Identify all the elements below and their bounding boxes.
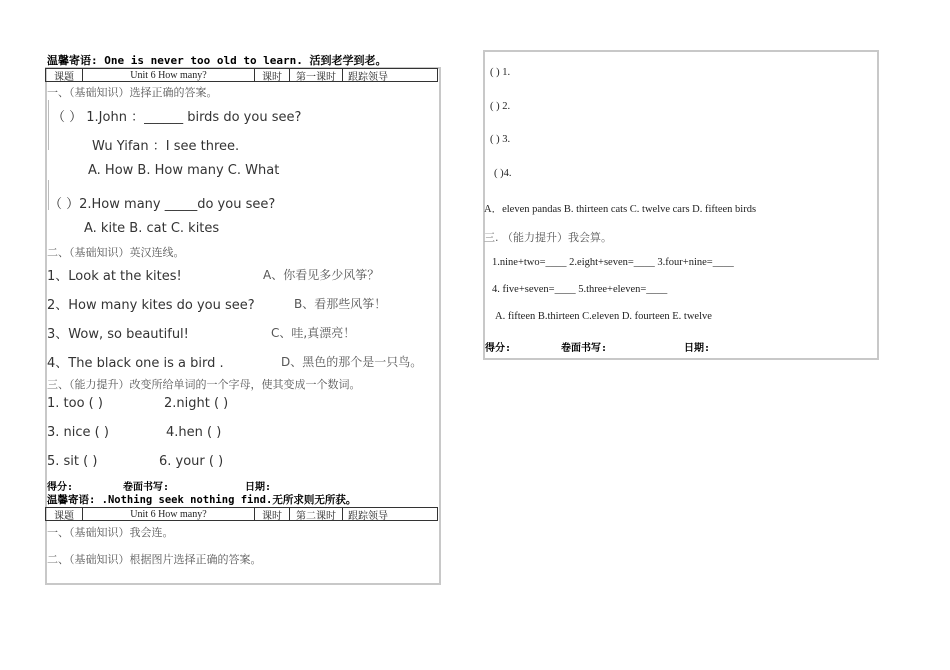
section-3-title: 三、（能力提升）改变所给单词的一个字母，使其变成一个数词。 [47, 378, 361, 391]
lesson-header-1 [45, 68, 438, 82]
footer-writing-1: 卷面书写: [123, 482, 170, 493]
footer-date-2: 日期: [684, 343, 711, 354]
calc-section-title: 三. （能力提升）我会算。 [484, 231, 612, 244]
header-cell-topic: 课题 [46, 508, 83, 520]
picture-item-4: ( )4. [494, 168, 512, 179]
picture-item-1: ( ) 1. [490, 67, 511, 78]
calc-row-2: 4. five+seven=____ 5.three+eleven=____ [492, 284, 668, 295]
word-3: 3. nice ( ) [47, 425, 109, 440]
match-cn-1: A、你看见多少风筝？ [263, 268, 380, 282]
question-1: （ ） 1.John ：______ birds do you see? [52, 110, 302, 125]
word-2: 2.night ( ) [164, 396, 229, 411]
match-cn-2: B、看那些风筝！ [294, 297, 387, 311]
calc-options: A. fifteen B.thirteen C.eleven D. fourteen E. twelve [495, 311, 712, 322]
footer-date-1: 日期: [245, 482, 272, 493]
section-5-title: 二、（基础知识）根据图片选择正确的答案。 [47, 553, 262, 566]
footer-score-2: 得分: [485, 343, 512, 354]
word-6: 6. your ( ) [159, 454, 224, 469]
word-5: 5. sit ( ) [47, 454, 98, 469]
header-cell-unit: Unit 6 How many? [83, 69, 255, 81]
header-cell-lesson: 第二课时 [290, 508, 343, 520]
match-en-3: 3、Wow, so beautiful! [47, 327, 189, 342]
header-cell-period: 课时 [255, 69, 290, 81]
footer-score-1: 得分: [47, 482, 74, 493]
section-1-title: 一、（基础知识）选择正确的答案。 [47, 86, 218, 99]
match-cn-4: D、黑色的那个是一只鸟。 [281, 355, 423, 369]
picture-item-2: ( ) 2. [490, 101, 511, 112]
header-cell-unit: Unit 6 How many? [83, 508, 255, 520]
match-en-1: 1、Look at the kites! [47, 269, 182, 284]
footer-writing-2: 卷面书写: [561, 343, 608, 354]
header-cell-topic: 课题 [46, 69, 83, 81]
question-2-options: A. kite B. cat C. kites [84, 221, 220, 236]
section-4-title: 一、（基础知识）我会连。 [47, 526, 174, 539]
calc-row-1: 1.nine+two=____ 2.eight+seven=____ 3.four+nine=____ [492, 257, 734, 268]
motto-2: 温馨寄语: .Nothing seek nothing find.无所求则无所获。 [47, 494, 357, 506]
section-2-title: 二、（基础知识）英汉连线。 [47, 246, 185, 259]
picture-options: A．eleven pandas B. thirteen cats C. twelve cars D. fifteen birds [484, 204, 757, 215]
question-1-dialogue: Wu Yifan ：I see three. [92, 139, 240, 154]
header-cell-leader: 跟踪领导 [348, 510, 388, 522]
header-cell-lesson: 第一课时 [290, 69, 343, 81]
word-1: 1. too ( ) [47, 396, 103, 411]
word-4: 4.hen ( ) [166, 425, 222, 440]
match-en-2: 2、How many kites do you see? [47, 298, 255, 313]
question-1-options: A. How B. How many C. What [88, 163, 280, 178]
motto-1: 温馨寄语: One is never too old to learn. 活到老学到老。 [47, 54, 387, 67]
picture-item-3: ( ) 3. [490, 134, 511, 145]
match-en-4: 4、The black one is a bird . [47, 356, 224, 371]
header-cell-period: 课时 [255, 508, 290, 520]
match-cn-3: C、哇,真漂亮！ [271, 326, 356, 340]
lesson-header-2 [45, 507, 438, 521]
header-cell-leader: 跟踪领导 [348, 71, 388, 83]
question-2: （ ）2.How many _____do you see? [49, 197, 276, 212]
